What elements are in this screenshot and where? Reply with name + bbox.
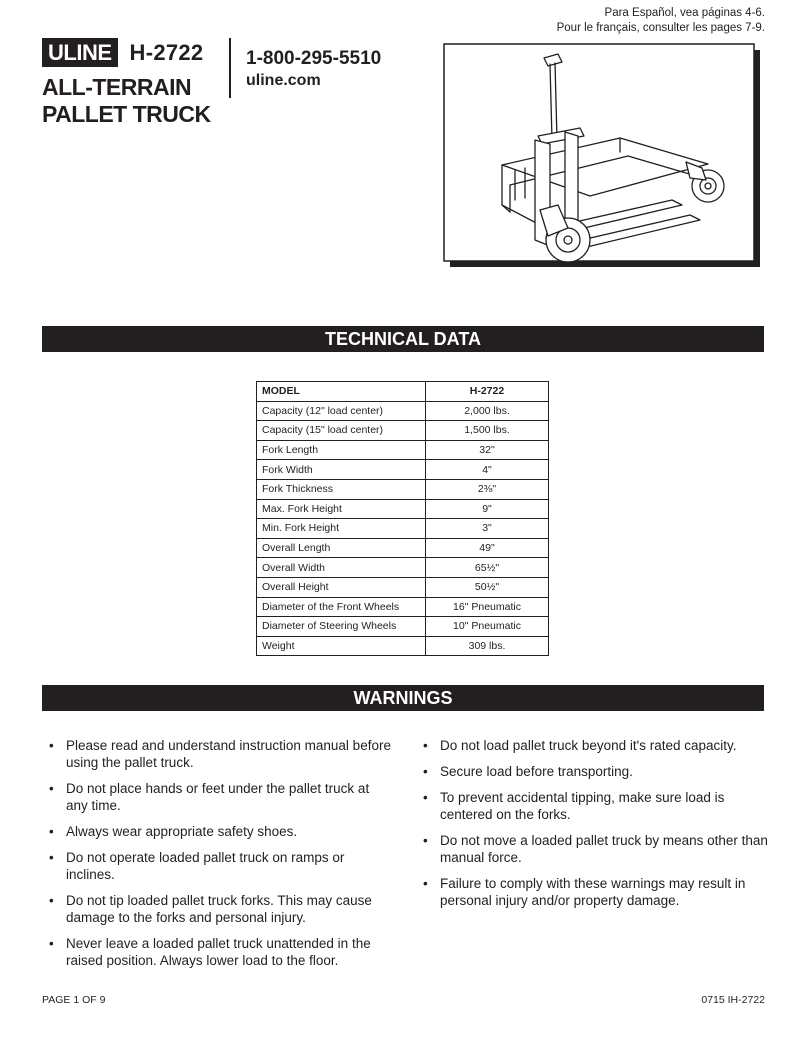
warning-text: Always wear appropriate safety shoes. bbox=[66, 824, 298, 839]
header-divider bbox=[229, 38, 231, 98]
warning-text: Do not tip loaded pallet truck forks. This may cause damage to the forks and personal injury. bbox=[66, 893, 372, 925]
spec-row bbox=[257, 440, 549, 460]
warning-item bbox=[423, 763, 768, 780]
spec-label: Overall Height bbox=[257, 577, 426, 597]
spec-label: Min. Fork Height bbox=[257, 519, 426, 539]
spec-label: Fork Length bbox=[257, 440, 426, 460]
product-title bbox=[42, 74, 211, 128]
spec-value: 4" bbox=[426, 460, 549, 480]
page-number: PAGE 1 OF 9 bbox=[42, 994, 106, 1006]
bullet-icon: • bbox=[423, 876, 428, 891]
bullet-icon: • bbox=[423, 833, 428, 848]
warning-item bbox=[423, 832, 768, 866]
spec-row bbox=[257, 597, 549, 617]
spec-value: 9" bbox=[426, 499, 549, 519]
spec-row bbox=[257, 460, 549, 480]
spec-row bbox=[257, 479, 549, 499]
bullet-icon: • bbox=[49, 936, 54, 951]
warnings-right-column bbox=[423, 737, 768, 918]
bullet-icon: • bbox=[49, 893, 54, 908]
spec-row bbox=[257, 577, 549, 597]
spec-value: 16" Pneumatic bbox=[426, 597, 549, 617]
bullet-icon: • bbox=[423, 790, 428, 805]
spec-row bbox=[257, 558, 549, 578]
warning-item bbox=[49, 935, 394, 969]
spec-value: 49" bbox=[426, 538, 549, 558]
warning-item bbox=[423, 789, 768, 823]
spec-row bbox=[257, 421, 549, 441]
spec-label: Fork Thickness bbox=[257, 479, 426, 499]
product-title-line-1: ALL-TERRAIN bbox=[42, 74, 192, 100]
uline-logo: ULINE bbox=[42, 38, 118, 67]
spanish-note: Para Español, vea páginas 4-6. bbox=[604, 7, 765, 19]
model-code: H-2722 bbox=[129, 39, 204, 65]
spec-label: Max. Fork Height bbox=[257, 499, 426, 519]
warning-text: Do not load pallet truck beyond it's rated capacity. bbox=[440, 738, 737, 753]
bullet-icon: • bbox=[423, 738, 428, 753]
contact-info bbox=[246, 48, 381, 90]
warning-item bbox=[423, 875, 768, 909]
technical-data-heading: TECHNICAL DATA bbox=[42, 326, 764, 352]
document-code: 0715 IH-2722 bbox=[701, 994, 765, 1006]
spec-value: 2⅜" bbox=[426, 479, 549, 499]
spec-label: Diameter of the Front Wheels bbox=[257, 597, 426, 617]
spec-label: Overall Length bbox=[257, 538, 426, 558]
spec-row bbox=[257, 538, 549, 558]
spec-header-row bbox=[257, 382, 549, 402]
warnings-left-column bbox=[49, 737, 394, 978]
pallet-truck-illustration bbox=[440, 40, 766, 270]
spec-row bbox=[257, 519, 549, 539]
warning-text: Do not move a loaded pallet truck by means other than manual force. bbox=[440, 833, 768, 865]
spec-value: 32" bbox=[426, 440, 549, 460]
spec-row bbox=[257, 401, 549, 421]
bullet-icon: • bbox=[49, 824, 54, 839]
spec-value: 65½" bbox=[426, 558, 549, 578]
spec-label: Capacity (15" load center) bbox=[257, 421, 426, 441]
spec-row bbox=[257, 617, 549, 637]
spec-label: Diameter of Steering Wheels bbox=[257, 617, 426, 637]
spec-value: 2,000 lbs. bbox=[426, 401, 549, 421]
spec-value: 50½" bbox=[426, 577, 549, 597]
warning-text: To prevent accidental tipping, make sure load is centered on the forks. bbox=[440, 790, 725, 822]
product-title-line-2: PALLET TRUCK bbox=[42, 101, 211, 127]
warning-item bbox=[49, 823, 394, 840]
french-note: Pour le français, consulter les pages 7-9. bbox=[556, 22, 765, 34]
bullet-icon: • bbox=[423, 764, 428, 779]
language-note bbox=[557, 6, 765, 36]
phone-number: 1-800-295-5510 bbox=[246, 48, 382, 69]
warning-item bbox=[49, 892, 394, 926]
warning-item bbox=[49, 737, 394, 771]
warning-text: Never leave a loaded pallet truck unattended in the raised position. Always lower load to the floor. bbox=[66, 936, 371, 968]
bullet-icon: • bbox=[49, 738, 54, 753]
spec-label: Weight bbox=[257, 636, 426, 656]
spec-value: 309 lbs. bbox=[426, 636, 549, 656]
spec-value: 10" Pneumatic bbox=[426, 617, 549, 637]
warning-text: Do not operate loaded pallet truck on ramps or inclines. bbox=[66, 850, 345, 882]
spec-header-value: H-2722 bbox=[426, 382, 549, 402]
brand-header bbox=[42, 38, 203, 67]
spec-label: Overall Width bbox=[257, 558, 426, 578]
spec-row bbox=[257, 636, 549, 656]
spec-row bbox=[257, 499, 549, 519]
warnings-heading: WARNINGS bbox=[42, 685, 764, 711]
warning-item bbox=[423, 737, 768, 754]
warning-text: Failure to comply with these warnings may result in personal injury and/or property damage. bbox=[440, 876, 746, 908]
warning-item bbox=[49, 849, 394, 883]
spec-label: Capacity (12" load center) bbox=[257, 401, 426, 421]
warning-item bbox=[49, 780, 394, 814]
warning-text: Do not place hands or feet under the pallet truck at any time. bbox=[66, 781, 370, 813]
warning-text: Secure load before transporting. bbox=[440, 764, 633, 779]
spec-header-model: MODEL bbox=[257, 382, 426, 402]
bullet-icon: • bbox=[49, 781, 54, 796]
warning-text: Please read and understand instruction manual before using the pallet truck. bbox=[66, 738, 391, 770]
spec-label: Fork Width bbox=[257, 460, 426, 480]
bullet-icon: • bbox=[49, 850, 54, 865]
spec-table bbox=[256, 381, 549, 656]
website: uline.com bbox=[246, 72, 321, 89]
spec-value: 3" bbox=[426, 519, 549, 539]
spec-value: 1,500 lbs. bbox=[426, 421, 549, 441]
